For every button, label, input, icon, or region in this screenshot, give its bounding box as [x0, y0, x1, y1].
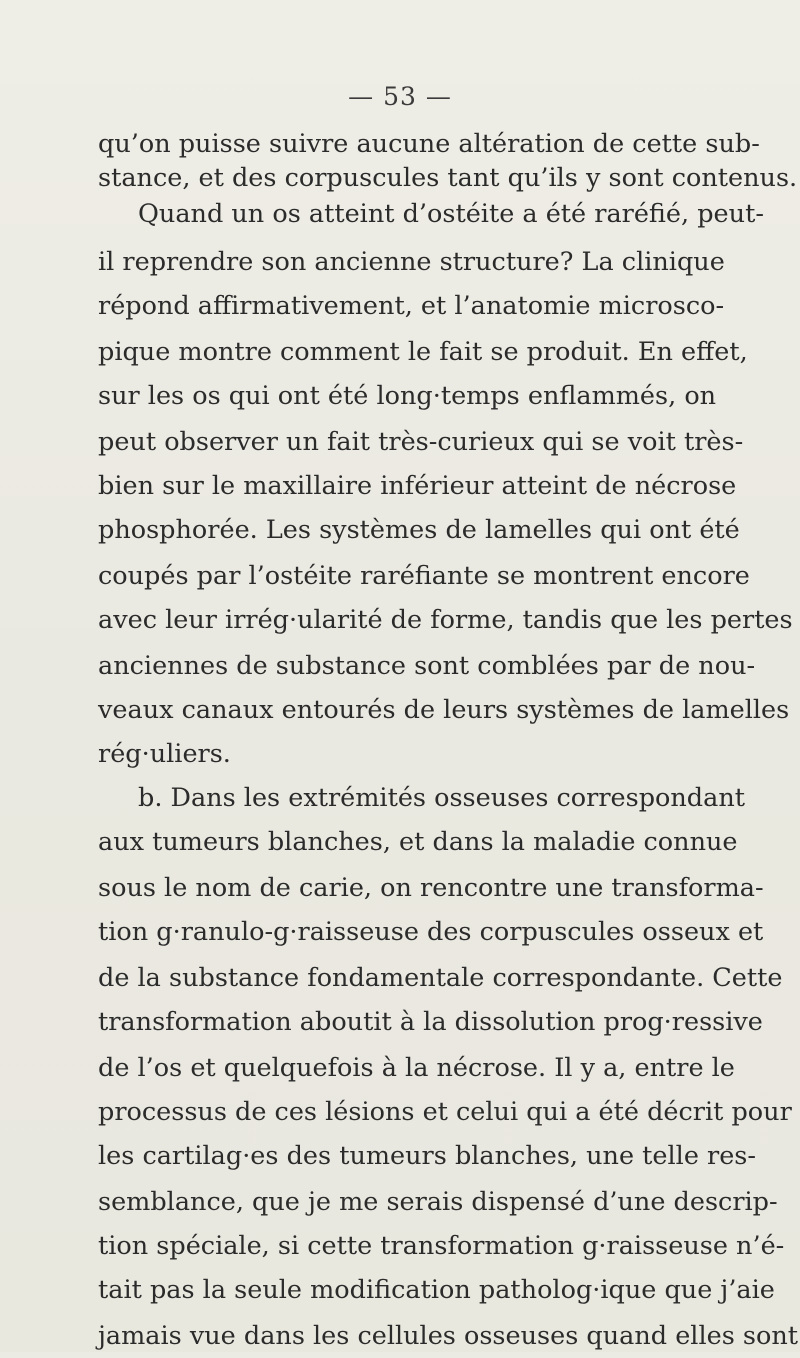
- text-line: tion g·ranulo-g·raisseuse des corpuscules osseux et: [98, 917, 764, 947]
- text-line: de la substance fondamentale correspondante. Cette: [98, 963, 783, 993]
- page-number: — 53 —: [348, 82, 452, 111]
- text-line: il reprendre son ancienne structure? La clinique: [98, 247, 725, 277]
- text-line: tion spéciale, si cette transformation g·raisseuse n’é-: [98, 1231, 785, 1261]
- text-line: rég·uliers.: [98, 739, 231, 769]
- text-line: transformation aboutit à la dissolution prog·ressive: [98, 1007, 763, 1037]
- text-line: peut observer un fait très-curieux qui se voit très-: [98, 427, 744, 457]
- text-line: aux tumeurs blanches, et dans la maladie connue: [98, 827, 738, 857]
- text-line: b. Dans les extrémités osseuses correspondant: [138, 783, 745, 813]
- text-line: semblance, que je me serais dispensé d’une descrip-: [98, 1187, 778, 1217]
- text-line: les cartilag·es des tumeurs blanches, une telle res-: [98, 1141, 757, 1171]
- text-line: tait pas la seule modification patholog·ique que j’aie: [98, 1275, 775, 1305]
- text-line: sur les os qui ont été long·temps enflammés, on: [98, 381, 717, 411]
- text-line: coupés par l’ostéite raréfiante se montrent encore: [98, 561, 750, 591]
- text-line: jamais vue dans les cellules osseuses quand elles sont: [98, 1321, 798, 1351]
- text-line: veaux canaux entourés de leurs systèmes de lamelles: [98, 695, 790, 725]
- text-line: Quand un os atteint d’ostéite a été raréfié, peut-: [138, 199, 764, 229]
- text-line: répond affirmativement, et l’anatomie microsco-: [98, 291, 725, 321]
- text-line: qu’on puisse suivre aucune altération de cette sub-: [98, 129, 760, 159]
- text-line: stance, et des corpuscules tant qu’ils y sont contenus.: [98, 163, 798, 193]
- text-line: anciennes de substance sont comblées par de nou-: [98, 651, 756, 681]
- text-line: de l’os et quelquefois à la nécrose. Il y a, entre le: [98, 1053, 735, 1083]
- text-line: phosphorée. Les systèmes de lamelles qui ont été: [98, 515, 740, 545]
- text-line: processus de ces lésions et celui qui a été décrit pour: [98, 1097, 792, 1127]
- text-line: avec leur irrég·ularité de forme, tandis que les pertes: [98, 605, 793, 635]
- text-line: bien sur le maxillaire inférieur atteint de nécrose: [98, 471, 737, 501]
- text-line: sous le nom de carie, on rencontre une transforma-: [98, 873, 764, 903]
- text-line: pique montre comment le fait se produit. En effet,: [98, 337, 748, 367]
